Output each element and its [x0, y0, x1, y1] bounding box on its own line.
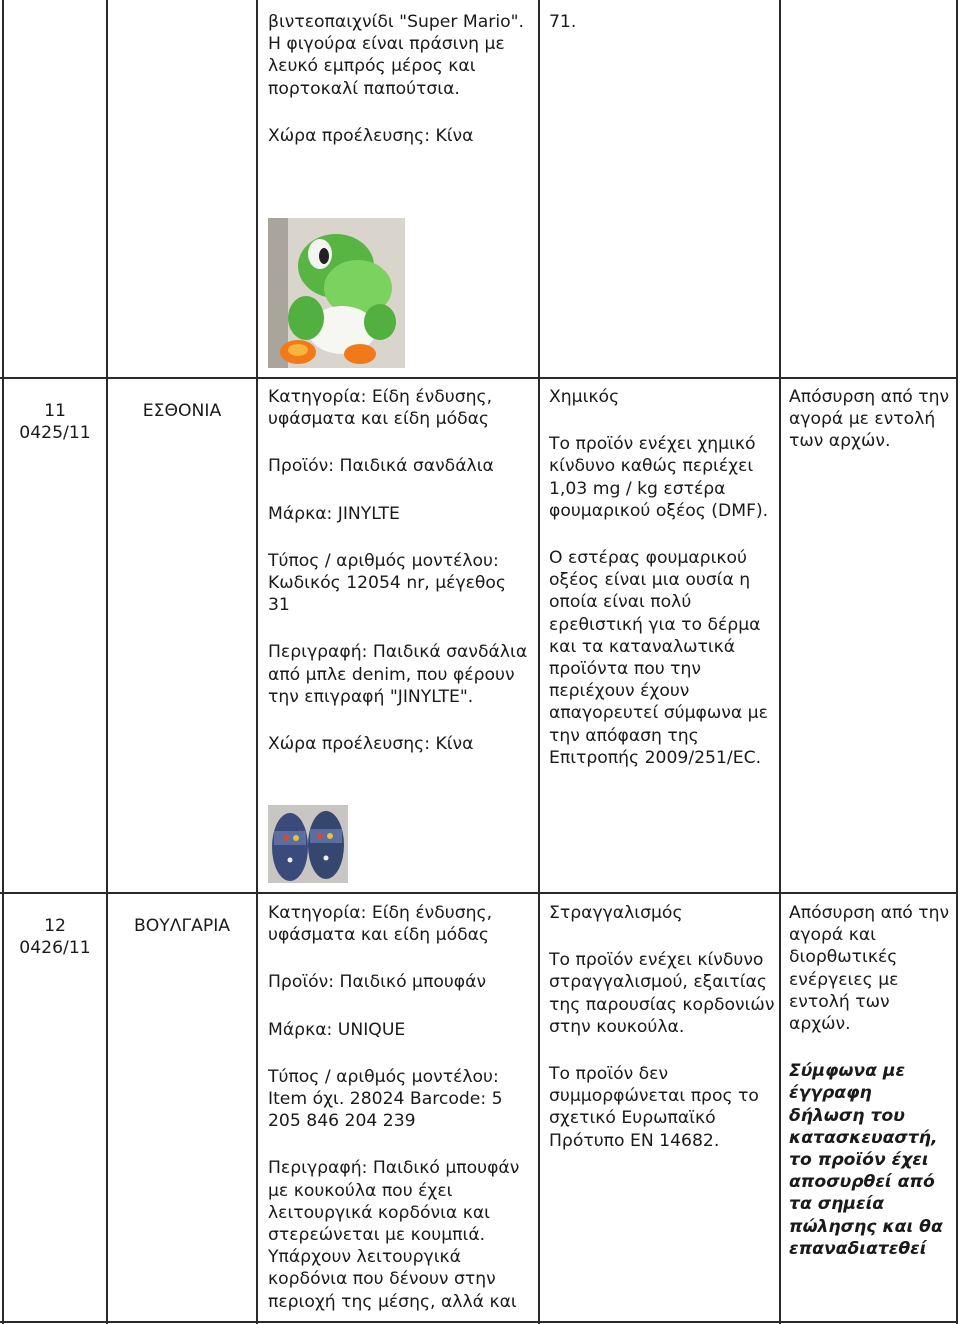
- row11-origin: Χώρα προέλευσης: Κίνα: [268, 734, 474, 755]
- table-border-col1: [106, 0, 108, 1324]
- row11-model: Τύπος / αριθμός μοντέλου: Κωδικός 12054 nr, μέγεθος 31: [268, 550, 507, 616]
- row11-code: 0425/11: [19, 423, 91, 444]
- row12-country-cell: [112, 915, 252, 937]
- row12-product: Προϊόν: Παιδικό μπουφάν: [268, 972, 487, 993]
- table-border-col2: [256, 0, 258, 1324]
- row12-risk-p1: Το προϊόν ενέχει κίνδυνο στραγγαλισμού, εξαιτίας της παρουσίας κορδονιών στην κουκούλα.: [549, 950, 775, 1037]
- table-border-bottom: [0, 1321, 958, 1323]
- toy-figure-image: [268, 218, 405, 368]
- row-divider-12: [0, 892, 958, 894]
- table-border-col4: [779, 0, 781, 1324]
- row11-risk-type: Χημικός: [549, 387, 620, 407]
- row11-brand: Μάρκα: JINYLTE: [268, 503, 400, 524]
- product-photo-toy: [268, 218, 405, 368]
- cont-product-cell: [268, 11, 530, 172]
- row12-description: Περιγραφή: Παιδικό μπουφάν με κουκούλα που έχει λειτουργικά κορδόνια και στερεώνεται με κουμπιά. Υπάρχουν λειτουργικά κορδόνια που δένουν στην περιοχή της μέσης, αλλά και: [268, 1158, 520, 1312]
- row11-number-cell: [10, 400, 100, 444]
- row11-country-cell: [112, 400, 252, 422]
- row11-number: 11: [44, 401, 66, 421]
- row12-risk-type: Στραγγαλισμός: [549, 903, 683, 923]
- row12-model: Τύπος / αριθμός μοντέλου: Item όχι. 28024 Barcode: 5 205 846 204 239: [268, 1066, 503, 1132]
- row12-product-cell: [268, 902, 530, 1313]
- row12-code: 0426/11: [19, 938, 91, 959]
- row11-risk-cell: [549, 386, 775, 769]
- row11-product: Προϊόν: Παιδικά σανδάλια: [268, 456, 494, 477]
- row11-country: ΕΣΘΟΝΙΑ: [142, 401, 222, 421]
- row12-risk-cell: [549, 902, 775, 1152]
- row11-measures-cell: [789, 386, 951, 453]
- row12-measures-cell: [789, 902, 951, 1260]
- cont-description: βιντεοπαιχνίδι "Super Mario". Η φιγούρα είναι πράσινη με λευκό εμπρός μέρος και πορτοκαλί παπούτσια.: [268, 12, 524, 99]
- row12-number-cell: [10, 915, 100, 959]
- row12-category: Κατηγορία: Είδη ένδυσης, υφάσματα και είδη μόδας: [268, 903, 493, 946]
- table-border-right: [956, 0, 958, 1324]
- cont-hazard-cell: [549, 11, 771, 33]
- row12-measures-note: Σύμφωνα με έγγραφη δήλωση του κατασκευαστή, το προϊόν έχει αποσυρθεί από τα σημεία πώλησης και θα επαναδιατεθεί: [789, 1061, 943, 1259]
- row11-category: Κατηγορία: Είδη ένδυσης, υφάσματα και είδη μόδας: [268, 387, 493, 430]
- row12-country: ΒΟΥΛΓΑΡΙΑ: [133, 916, 231, 936]
- row12-brand: Μάρκα: UNIQUE: [268, 1019, 406, 1040]
- table-border-left: [2, 0, 4, 1324]
- row12-measures: Απόσυρση από την αγορά και διορθωτικές ενέργειες με εντολή των αρχών.: [789, 903, 950, 1035]
- cont-origin: Χώρα προέλευσης: Κίνα: [268, 125, 474, 146]
- row11-risk-p1: Το προϊόν ενέχει χημικό κίνδυνο καθώς περιέχει 1,03 mg / kg εστέρα φουμαρικού οξέος (DMF).: [549, 434, 769, 521]
- table-border-col3: [538, 0, 540, 1324]
- sandals-image: [268, 805, 348, 883]
- cont-hazard-ref: 71.: [549, 12, 577, 32]
- row12-risk-p2: Το προϊόν δεν συμμορφώνεται προς το σχετικό Ευρωπαϊκό Πρότυπο EN 14682.: [549, 1064, 759, 1151]
- row-divider-11: [0, 377, 958, 379]
- row11-description: Περιγραφή: Παιδικά σανδάλια από μπλε denim, που φέρουν την επιγραφή "JINYLTE".: [268, 642, 528, 707]
- row11-measures: Απόσυρση από την αγορά με εντολή των αρχών.: [789, 387, 950, 452]
- row11-product-cell: [268, 386, 530, 755]
- product-photo-sandals: [268, 805, 348, 883]
- row12-number: 12: [44, 916, 66, 936]
- row11-risk-p2: Ο εστέρας φουμαρικού οξέος είναι μια ουσία η οποία είναι πολύ ερεθιστική για το δέρμα και τα καταναλωτικά προϊόντα που την περιέχουν έχουν απαγορευτεί σύμφωνα με την απόφαση της Επιτροπής 2009/251/EC.: [549, 548, 768, 768]
